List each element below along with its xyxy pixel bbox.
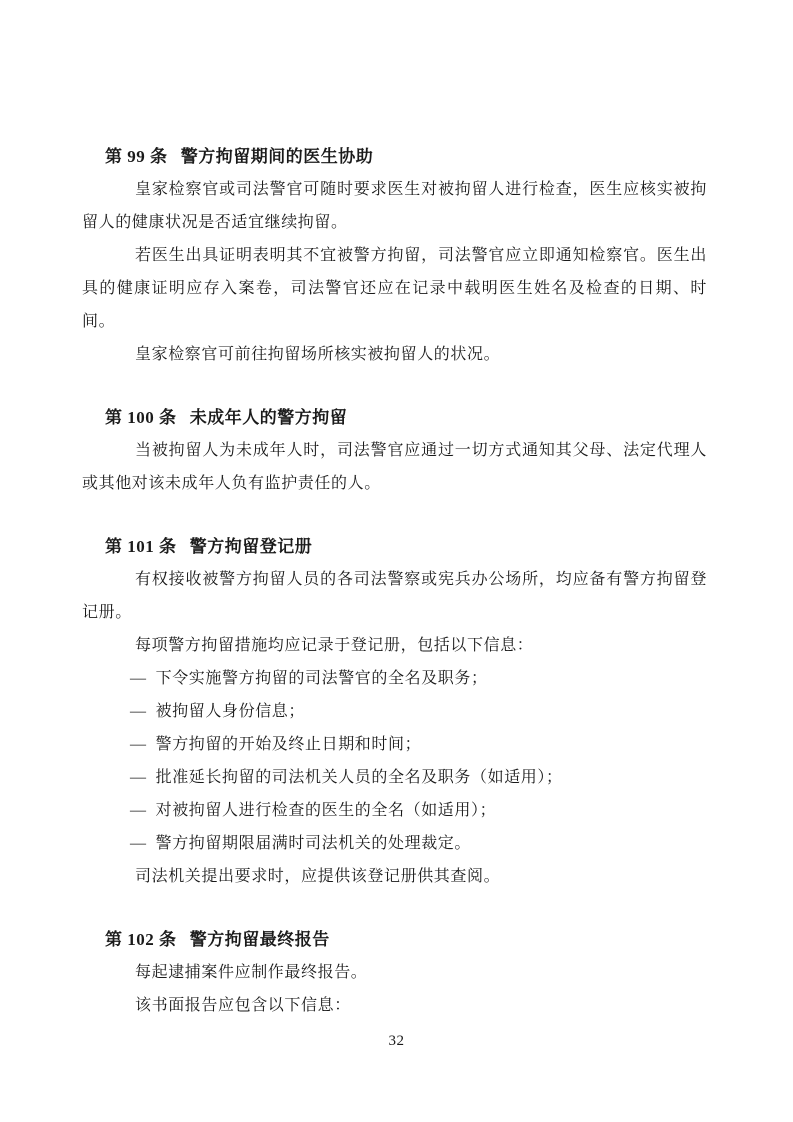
paragraph: 皇家检察官可前往拘留场所核实被拘留人的状况。 <box>135 346 501 363</box>
article-101-heading <box>82 530 707 563</box>
paragraph: 每起逮捕案件应制作最终报告。 <box>135 964 368 981</box>
paragraph: 该书面报告应包含以下信息： <box>135 997 351 1014</box>
article-number: 第 102 条 <box>105 930 177 949</box>
list-item-text: 下令实施警方拘留的司法警官的全名及职务； <box>155 670 488 687</box>
article-title: 警方拘留登记册 <box>189 537 313 556</box>
article-title: 警方拘留最终报告 <box>189 930 330 949</box>
article-99-heading <box>82 140 707 173</box>
list-item-text: 警方拘留的开始及终止日期和时间； <box>155 736 422 753</box>
list-item-text: 对被拘留人进行检查的医生的全名（如适用）； <box>155 802 497 819</box>
paragraph: 有权接收被警方拘留人员的各司法警察或宪兵办公场所，均应备有警方拘留登记册。 <box>82 571 707 621</box>
dash-marker: — <box>130 736 147 753</box>
list-item-text: 被拘留人身份信息； <box>155 703 306 720</box>
list-item <box>82 662 707 695</box>
dash-marker: — <box>130 769 147 786</box>
article-102-heading <box>82 923 707 956</box>
article-number: 第 99 条 <box>105 147 168 166</box>
list-item <box>82 695 707 728</box>
paragraph: 若医生出具证明表明其不宜被警方拘留，司法警官应立即通知检察官。医生出具的健康证明应存入案卷，司法警官还应在记录中载明医生姓名及检查的日期、时间。 <box>82 247 707 330</box>
paragraph: 皇家检察官或司法警官可随时要求医生对被拘留人进行检查，医生应核实被拘留人的健康状况是否适宜继续拘留。 <box>82 181 707 231</box>
dash-marker: — <box>130 670 147 687</box>
article-number: 第 100 条 <box>105 408 177 427</box>
list-item <box>82 728 707 761</box>
article-title: 未成年人的警方拘留 <box>189 408 348 427</box>
article-title: 警方拘留期间的医生协助 <box>180 147 374 166</box>
paragraph: 每项警方拘留措施均应记录于登记册，包括以下信息： <box>135 637 534 654</box>
list-item-text: 批准延长拘留的司法机关人员的全名及职务（如适用）； <box>155 769 563 786</box>
dash-marker: — <box>130 703 147 720</box>
article-number: 第 101 条 <box>105 537 177 556</box>
paragraph: 司法机关提出要求时，应提供该登记册供其查阅。 <box>135 868 501 885</box>
list-item <box>82 761 707 794</box>
list-item <box>82 794 707 827</box>
list-item <box>82 827 707 860</box>
dash-marker: — <box>130 835 147 852</box>
dash-marker: — <box>130 802 147 819</box>
article-100-heading <box>82 401 707 434</box>
paragraph: 当被拘留人为未成年人时，司法警官应通过一切方式通知其父母、法定代理人或其他对该未成年人负有监护责任的人。 <box>82 442 707 492</box>
page-number: 32 <box>388 1033 405 1049</box>
list-item-text: 警方拘留期限届满时司法机关的处理裁定。 <box>155 835 472 852</box>
